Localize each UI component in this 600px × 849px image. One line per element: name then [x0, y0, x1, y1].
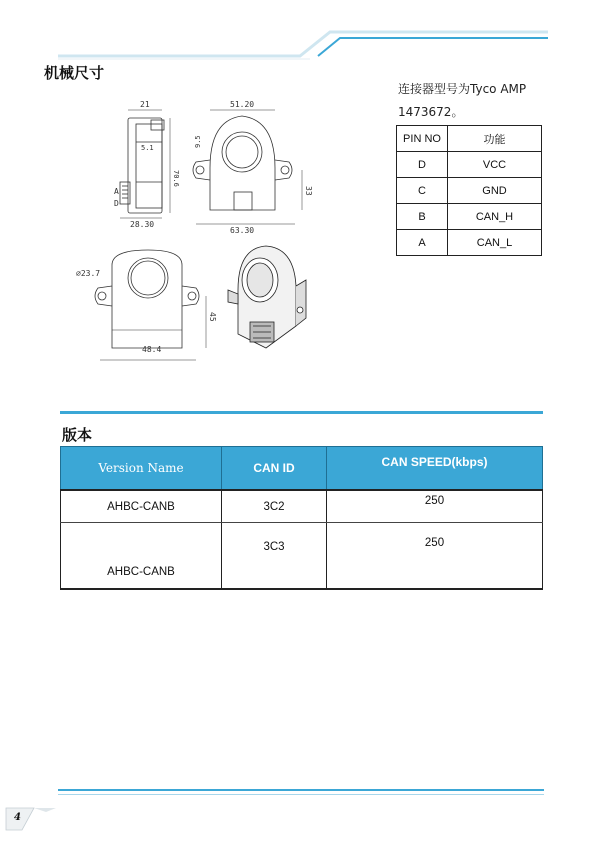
version-row	[61, 523, 543, 590]
can-id: 3C2	[222, 490, 327, 523]
pin-row	[397, 204, 542, 230]
footer-rule	[58, 789, 544, 791]
header-can-speed: CAN SPEED(kbps)	[327, 447, 543, 491]
version-table-header	[61, 447, 543, 491]
pin-no: D	[397, 152, 448, 178]
dim-back-height: 45	[208, 312, 217, 322]
page-number-badge	[0, 800, 60, 840]
version-table	[60, 446, 543, 590]
dim-side-bottom: 28.30	[130, 220, 155, 229]
back-view-drawing	[95, 250, 206, 360]
isometric-view-drawing	[228, 246, 306, 348]
pin-letter-a: A	[114, 187, 119, 196]
dim-front-right: 33	[304, 186, 313, 196]
version-name: AHBC-CANB	[61, 523, 222, 590]
pin-row	[397, 230, 542, 256]
section-divider	[60, 411, 543, 414]
pin-header-no: PIN NO	[397, 126, 448, 152]
dim-side-width: 21	[140, 100, 150, 109]
dim-front-top: 51.20	[230, 100, 255, 109]
can-speed: 250	[327, 523, 543, 590]
can-id: 3C3	[222, 523, 327, 590]
dim-front-bottom: 63.30	[230, 226, 255, 235]
dim-side-height: 70.6	[172, 170, 180, 187]
version-name: AHBC-CANB	[61, 490, 222, 523]
page-number: 4	[14, 812, 21, 823]
connector-note-line1: 连接器型号为Tyco AMP	[398, 82, 527, 96]
mechanical-drawings	[70, 90, 330, 370]
pin-letter-d: D	[114, 199, 119, 208]
header-can-id: CAN ID	[222, 447, 327, 491]
header-decoration	[0, 0, 600, 60]
connector-note-line2: 1473672。	[398, 105, 464, 119]
pin-no: C	[397, 178, 448, 204]
dim-back-bottom: 48.4	[142, 345, 162, 354]
version-section-title: 版本	[62, 426, 93, 444]
connector-note	[398, 78, 568, 124]
pin-function: CAN_H	[448, 204, 542, 230]
header-version-name: Version Name	[61, 447, 222, 491]
mechanical-section-title: 机械尺寸	[44, 64, 105, 82]
pin-table	[396, 125, 542, 256]
dim-side-inner: 5.1	[141, 144, 154, 152]
front-view-drawing	[193, 110, 302, 224]
pin-no: A	[397, 230, 448, 256]
pin-function: CAN_L	[448, 230, 542, 256]
version-row	[61, 490, 543, 523]
pin-table-header	[397, 126, 542, 152]
footer-rule-light	[58, 794, 544, 795]
pin-row	[397, 178, 542, 204]
side-view-drawing	[120, 110, 170, 218]
can-speed: 250	[327, 490, 543, 523]
dim-front-hole: 9.5	[194, 135, 202, 148]
pin-header-function: 功能	[448, 126, 542, 152]
pin-no: B	[397, 204, 448, 230]
pin-function: GND	[448, 178, 542, 204]
dim-diameter: ∅23.7	[76, 269, 101, 278]
pin-function: VCC	[448, 152, 542, 178]
pin-row	[397, 152, 542, 178]
